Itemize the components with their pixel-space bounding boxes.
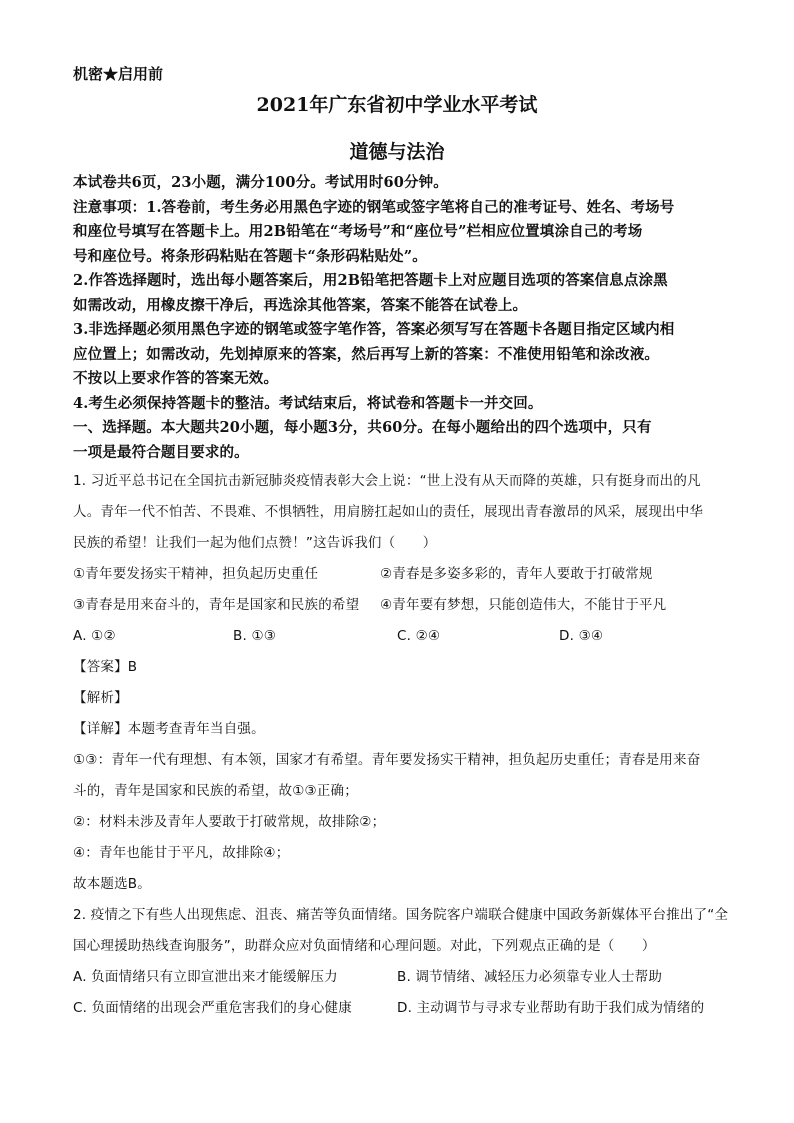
- instruction-line: 3.非选择题必须用黑色字迹的钢笔或签字笔作答，答案必须写写在答题卡各题目指定区域内相: [73, 321, 675, 338]
- explanation-line: ①③：青年一代有理想、有本领，国家才有希望。青年要发扬实干精神，担负起历史重任；青春是用来奋: [73, 752, 701, 768]
- choice-b: B. ①③: [233, 628, 277, 644]
- statement-row: [73, 559, 723, 590]
- answer-label: 【答案】B: [73, 659, 138, 675]
- instruction-line: 2.作答选择题时，选出每小题答案后，用2B铅笔把答题卡上对应题目选项的答案信息点涂黑: [73, 272, 668, 289]
- subject-title: 道德与法治: [349, 141, 445, 163]
- choice-a: A. ①②: [73, 628, 116, 644]
- choice-b: B. 调节情绪、减轻压力必须靠专业人士帮助: [397, 969, 663, 985]
- question-2: [73, 900, 729, 1024]
- instruction-line: 号和座位号。将条形码粘贴在答题卡“条形码粘贴处”。: [73, 247, 427, 265]
- explanation-line: ④：青年也能甘于平凡，故排除④；: [73, 845, 290, 861]
- instruction-line: 不按以上要求作答的答案无效。: [73, 370, 279, 387]
- instruction-line: 4.考生必须保持答题卡的整洁。考试结束后，将试卷和答题卡一并交回。: [73, 394, 543, 412]
- instruction-line: 和座位号填写在答题卡上。用2B铅笔在“考场号”和“座位号”栏相应位置填涂自己的考场: [73, 223, 643, 240]
- choice-d: D. ③④: [559, 628, 604, 644]
- choice-c: C. ②④: [397, 628, 441, 644]
- explanation-line: 故本题选B。: [73, 876, 151, 892]
- question-stem: 1. 习近平总书记在全国抗击新冠肺炎疫情表彰大会上说：“世上没有从天而降的英雄，只有挺身而出的凡: [73, 473, 701, 489]
- choice-row: [73, 962, 723, 993]
- exam-title: 2021年广东省初中学业水平考试: [256, 94, 538, 116]
- explanation-line: ②：材料未涉及青年人要敢于打破常规，故排除②；: [73, 814, 386, 830]
- section-heading: 一项是最符合题目要求的。: [73, 443, 249, 461]
- choice-row: [73, 993, 723, 1024]
- analysis-label: 【解析】: [73, 690, 128, 706]
- instruction-line: 如需改动，用橡皮擦干净后，再选涂其他答案，答案不能答在试卷上。: [73, 296, 528, 314]
- question-stem: 人。青年一代不怕苦、不畏难、不惧牺牲，用肩膀扛起如山的责任，展现出青春激昂的风采，展现出中华: [73, 504, 704, 520]
- instructions: [73, 171, 723, 465]
- detail-label: 【详解】本题考查青年当自强。: [73, 721, 265, 737]
- choice-a: A. 负面情绪只有立即宣泄出来才能缓解压力: [73, 969, 338, 985]
- instruction-line: 应位置上；如需改动，先划掉原来的答案，然后再写上新的答案：不准使用铅笔和涂改液。: [73, 345, 659, 363]
- confidential-mark: 机密★启用前: [73, 65, 164, 83]
- question-stem: 国心理援助热线查询服务”，助群众应对负面情绪和心理问题。对此，下列观点正确的是（ ）: [73, 938, 656, 954]
- choice-d: D. 主动调节与寻求专业帮助有助于我们成为情绪的: [397, 1000, 705, 1016]
- statement-4: ④青年要有梦想，只能创造伟大，不能甘于平凡: [380, 597, 667, 613]
- question-stem: 民族的希望！让我们一起为他们点赞！”这告诉我们（ ）: [73, 535, 437, 551]
- statement-3: ③青春是用来奋斗的，青年是国家和民族的希望: [73, 597, 360, 613]
- choice-row: [73, 621, 723, 652]
- instruction-line: 本试卷共6页，23小题，满分100分。考试用时60分钟。: [73, 174, 448, 191]
- statement-row: [73, 590, 723, 621]
- statement-2: ②青春是多姿多彩的，青年人要敢于打破常规: [380, 566, 653, 582]
- question-stem: 2. 疫情之下有些人出现焦虑、沮丧、痛苦等负面情绪。国务院客户端联合健康中国政务新媒体平台推出了“全: [73, 907, 729, 923]
- choice-c: C. 负面情绪的出现会严重危害我们的身心健康: [73, 1000, 352, 1016]
- instruction-line: 注意事项：1.答卷前，考生务必用黑色字迹的钢笔或签字笔将自己的准考证号、姓名、考场号: [73, 198, 675, 216]
- section-heading: 一、选择题。本大题共20小题，每小题3分，共60分。在每小题给出的四个选项中，只有: [73, 419, 652, 436]
- statement-1: ①青年要发扬实干精神，担负起历史重任: [73, 566, 319, 582]
- explanation-line: 斗的，青年是国家和民族的希望，故①③正确；: [73, 783, 358, 799]
- question-1: [73, 466, 723, 900]
